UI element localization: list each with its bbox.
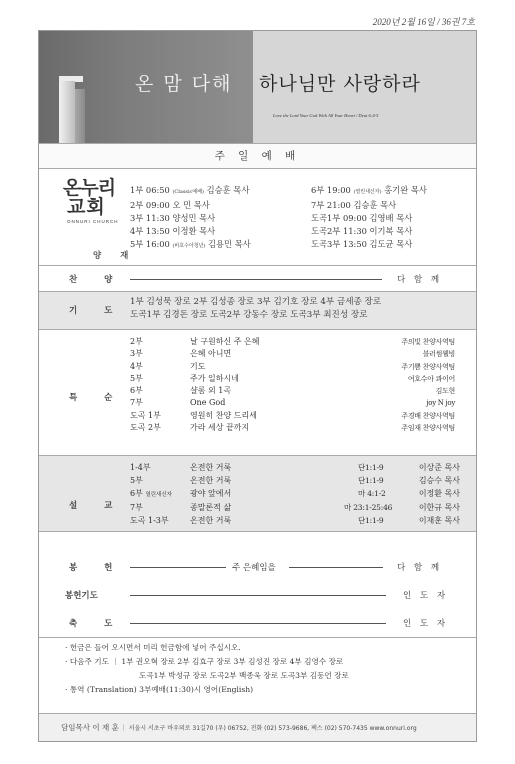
service-item: 4부 13:50 이정환 목사 bbox=[130, 226, 216, 236]
table-row: 5부 주가 일하시네 여호수아 콰이어 bbox=[130, 373, 455, 383]
leader-line bbox=[130, 279, 382, 280]
services-left bbox=[130, 184, 251, 253]
divider bbox=[39, 265, 476, 266]
divider bbox=[39, 455, 476, 456]
prayer-line2: 도곡1부 김경돈 장로 도곡2부 강동수 장로 도곡3부 최진성 장로 bbox=[130, 310, 368, 320]
special-label: 특 순 bbox=[69, 393, 125, 403]
bulletin-page bbox=[38, 30, 477, 742]
logo-english: ONNURI CHURCH bbox=[67, 219, 119, 224]
service-item: 3부 11:30 양성민 목사 bbox=[130, 213, 216, 223]
footer bbox=[39, 713, 476, 741]
service-item: 5부 16:00 (비호수아청년) 김용민 목사 bbox=[130, 239, 251, 249]
praise-value: 다 함 께 bbox=[397, 275, 443, 285]
leader-line bbox=[130, 595, 386, 596]
notice-item: · 다음주 기도 ｜ 1부 권오혁 장로 2부 김효구 장로 3부 김성진 장로 4부 김영수 장로 bbox=[65, 657, 344, 666]
banner-title-right: 하나님만 사랑하라 bbox=[259, 73, 421, 95]
logo-line2: 교회 bbox=[67, 196, 106, 218]
offering-value: 다 함 께 bbox=[397, 563, 443, 573]
benediction-value: 인 도 자 bbox=[403, 619, 449, 629]
service-item: 도곡1부 09:00 김영배 목사 bbox=[311, 213, 413, 223]
banner-subtitle: Love the Lord Your God With All Your Heart / Deut 6:4-5 bbox=[273, 113, 379, 118]
banner bbox=[39, 31, 476, 143]
table-row: 6부 열린새신자 광야 앞에서 마 4:1-2 이정환 목사 bbox=[130, 489, 460, 499]
divider bbox=[39, 291, 476, 292]
benediction-label: 축 도 bbox=[69, 619, 125, 629]
services-right bbox=[311, 184, 427, 251]
leader-line bbox=[289, 567, 383, 568]
service-item: 도곡3부 13:50 김도균 목사 bbox=[311, 239, 413, 249]
offering-prayer-label: 봉헌기도 bbox=[65, 591, 98, 601]
church-contact: ｜ 서울시 서초구 바우뫼로 31길70 (우) 06752, 전화 (02) 573-9686, 팩스 (02) 570-7435 www.onnuri.org bbox=[120, 725, 417, 732]
service-item: 6부 19:00 (열린새신자) 홍기완 목사 bbox=[311, 185, 427, 195]
leader-line bbox=[130, 567, 226, 568]
service-item: 7부 21:00 김승훈 목사 bbox=[311, 200, 397, 210]
table-row: 5부 온전한 거룩 단1:1-9 김승수 목사 bbox=[130, 476, 460, 486]
offering-hymn: 주 은혜임을 bbox=[232, 563, 276, 573]
service-item: 도곡2부 11:30 이기복 목사 bbox=[311, 226, 413, 236]
prayer-line1: 1부 김성묵 장로 2부 김성종 장로 3부 김기호 장로 4부 금세종 장로 bbox=[130, 297, 382, 307]
table-row: 도곡 1-3부 온전한 거룩 단1:1-9 이재훈 목사 bbox=[130, 515, 460, 525]
notice-item: · 통역 (Translation) 3부예배(11:30)시 영어(English) bbox=[65, 685, 254, 694]
table-row: 1-4부 온전한 거룩 단1:1-9 이상준 목사 bbox=[130, 463, 460, 472]
table-row: 3부 은혜 아니면 블러썸웰빙 bbox=[130, 349, 455, 359]
campus-name: 양 재 bbox=[93, 251, 137, 261]
leader-line bbox=[130, 623, 386, 624]
offering-prayer-value: 인 도 자 bbox=[403, 591, 449, 601]
special-table bbox=[130, 336, 455, 434]
cross-pillar-icon bbox=[59, 81, 75, 143]
table-row: 도곡 1부 영원히 찬양 드리세 주경배 찬양사역팀 bbox=[130, 410, 455, 420]
logo-line1: 온누리 bbox=[63, 177, 116, 199]
notices bbox=[65, 641, 349, 697]
praise-label: 찬 양 bbox=[69, 275, 125, 285]
offering-label: 봉 헌 bbox=[69, 563, 125, 573]
issue-date: 2020년 2월 16일 / 36권 7호 bbox=[372, 17, 475, 27]
church-logo bbox=[63, 179, 133, 224]
sermon-label: 설 교 bbox=[69, 501, 125, 511]
sermon-table bbox=[130, 461, 460, 527]
table-row: 7부 One God joy N joy bbox=[130, 398, 455, 408]
notice-item: 도곡1부 박성규 장로 도곡2부 백종욱 장로 도곡3부 김동언 장로 bbox=[139, 671, 349, 680]
senior-pastor: 담임목사 이 재 훈 bbox=[61, 723, 119, 732]
divider bbox=[39, 329, 476, 330]
table-row: 4부 기도 주기쁨 찬양사역팀 bbox=[130, 361, 455, 371]
divider bbox=[39, 531, 476, 532]
table-row: 도곡 2부 가라 세상 끝까지 주임재 찬양사역팀 bbox=[130, 423, 455, 433]
prayer-label: 기 도 bbox=[69, 306, 125, 316]
cross-pillar-shadow-icon bbox=[75, 89, 85, 143]
divider bbox=[39, 637, 476, 638]
banner-title-left: 온 맘 다해 bbox=[135, 73, 233, 95]
notice-item: · 헌금은 들어 오시면서 미리 헌금함에 넣어 주십시오. bbox=[65, 643, 241, 652]
table-row: 2부 날 구원하신 주 은혜 주의빛 찬양사역팀 bbox=[130, 337, 455, 346]
service-item: 2부 09:00 오 민 목사 bbox=[130, 200, 210, 210]
table-row: 7부 종말론적 삶 마 23:1-25:46 이한규 목사 bbox=[130, 502, 460, 512]
table-row: 6부 샬롬 외 1곡 김도현 bbox=[130, 386, 455, 396]
service-item: 1부 06:50 (Classic예배) 김승훈 목사 bbox=[130, 185, 250, 195]
section-title: 주 일 예 배 bbox=[39, 143, 476, 169]
